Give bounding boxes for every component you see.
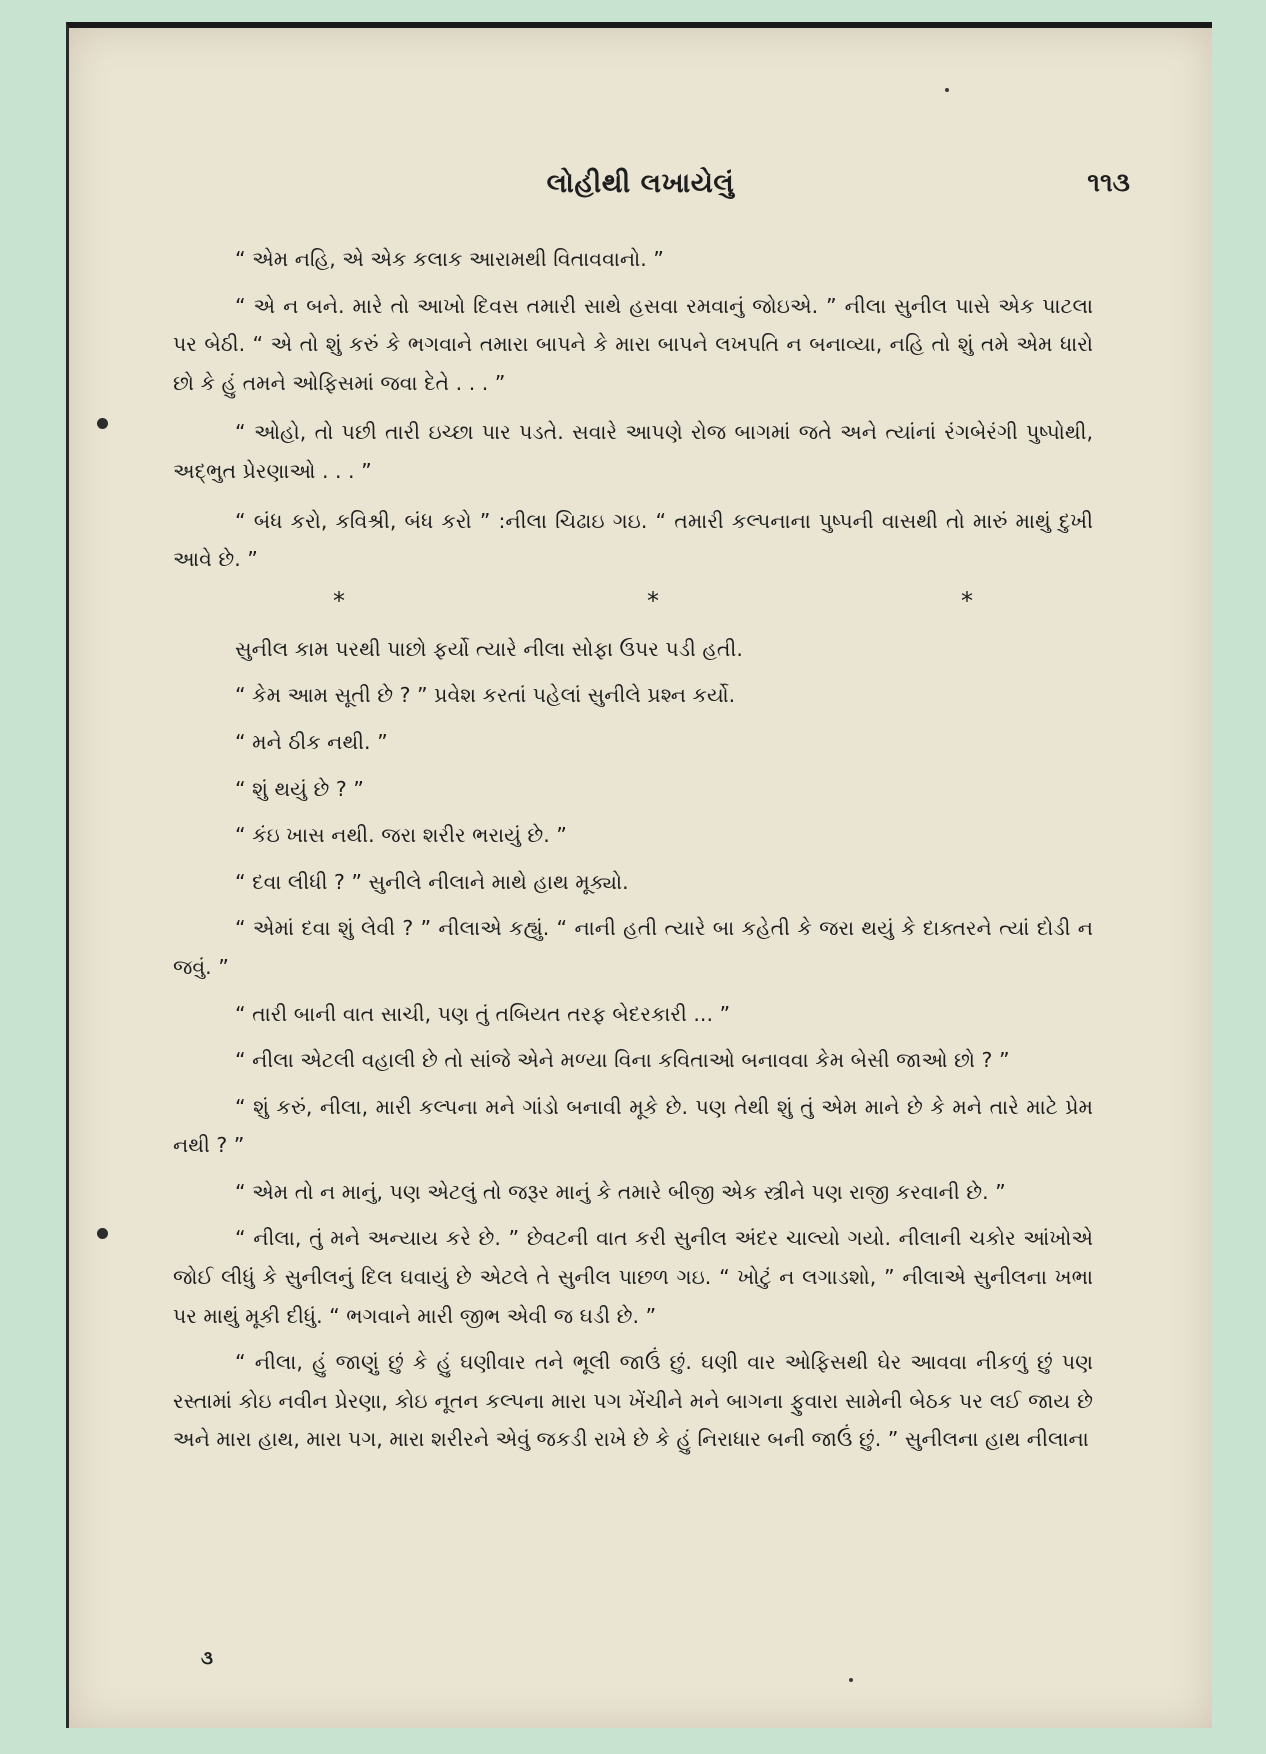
separator-asterisk: * — [647, 586, 659, 615]
paragraph: “ નીલા એટલી વહાલી છે તો સાંજે એને મળ્યા વિના કવિતાઓ બનાવવા કેમ બેસી જાઓ છો ? ” — [235, 1048, 1010, 1073]
paragraph: “ બંધ કરો, કવિશ્રી, બંધ કરો ” :નીલા ચિઢાઇ ગઇ. “ તમારી કલ્પનાના પુષ્પની વાસથી તો મારું માથું દુખી આવે છે. ” — [173, 508, 1093, 572]
binding-hole — [97, 1228, 108, 1239]
paragraph: “ એ ન બને. મારે તો આખો દિવસ તમારી સાથે હસવા રમવાનું જોઇએ. ” નીલા સુનીલ પાસે એક પાટલા પર બેઠી. “ એ તો શું કરું કે ભગવાને તમારા બાપને કે મારા બાપને લખપતિ ન બનાવ્યા, નહિ તો શું તમે એમ ધારો છો કે હું તમને ઓફિસમાં જવા દેતે . . . ” — [173, 293, 1093, 395]
paragraph: “ ઓહો, તો પછી તારી ઇચ્છા પાર પડતે. સવારે આપણે રોજ બાગમાં જતે અને ત્યાંનાં રંગબેરંગી પુષ્પોથી, અદ્ભુત પ્રેરણાઓ . . . ” — [173, 420, 1093, 483]
body-text — [173, 240, 1093, 1467]
page-header — [69, 168, 1212, 218]
paragraph: “ નીલા, તું મને અન્યાય કરે છે. ” છેવટની વાત કરી સુનીલ અંદર ચાલ્યો ગયો. નીલાની ચકોર આંખોએ જોઈ લીધું કે સુનીલનું દિલ ઘવાયું છે એટલે તે સુનીલ પાછળ ગઇ. “ ખોટું ન લગાડશો, ” નીલાએ સુનીલના ખભા પર માથું મૂકી દીધું. “ ભગવાને મારી જીભ એવી જ ઘડી છે. ” — [173, 1226, 1093, 1328]
paragraph: “ કંઇ ખાસ નથી. જરા શરીર ભરાયું છે. ” — [235, 823, 567, 848]
paragraph: “ શું કરું, નીલા, મારી કલ્પના મને ગાંડો બનાવી મૂકે છે. પણ તેથી શું તું એમ માને છે કે મને તારે માટે પ્રેમ નથી ? ” — [173, 1094, 1093, 1158]
paragraph: “ તારી બાની વાત સાચી, પણ તું તબિયત તરફ બેદરકારી ... ” — [235, 1001, 731, 1026]
paragraph: “ મને ઠીક નથી. ” — [235, 729, 388, 754]
paper-speck — [945, 88, 949, 92]
paragraph: “ કેમ આમ સૂતી છે ? ” પ્રવેશ કરતાં પહેલાં સુનીલે પ્રશ્ન કર્યો. — [235, 683, 736, 708]
book-page — [66, 22, 1212, 1728]
signature-mark: ૩ — [201, 1648, 213, 1669]
separator-asterisk: * — [961, 586, 973, 615]
paragraph: “ દવા લીધી ? ” સુનીલે નીલાને માથે હાથ મૂક્યો. — [235, 869, 629, 894]
paragraph: “ એમ નહિ, એ એક કલાક આરામથી વિતાવવાનો. ” — [235, 247, 664, 271]
section-separator — [173, 586, 1093, 616]
paragraph: “ નીલા, હું જાણું છું કે હું ઘણીવાર તને ભૂલી જાઉં છું. ઘણી વાર ઓફિસથી ઘેર આવવા નીકળું છું પણ રસ્તામાં કોઇ નવીન પ્રેરણા, કોઇ નૂતન કલ્પના મારા પગ ખેંચીને મને બાગના ફુવારા સામેની બેઠક પર લઈ જાય છે અને મારા હાથ, મારા પગ, મારા શરીરને એવું જકડી રાખે છે કે હું નિરાધાર બની જાઉં છું. ” સુનીલના હાથ નીલાના — [173, 1350, 1093, 1452]
paragraph: “ એમાં દવા શું લેવી ? ” નીલાએ કહ્યું. “ નાની હતી ત્યારે બા કહેતી કે જરા થયું કે દાક્તરને ત્યાં દોડી ન જવું. ” — [173, 916, 1093, 979]
page-number: ૧૧૩ — [1087, 168, 1130, 198]
paper-speck — [849, 1678, 853, 1682]
running-title: લોહીથી લખાયેલું — [546, 168, 735, 199]
paragraph: સુનીલ કામ પરથી પાછો ફર્યો ત્યારે નીલા સોફા ઉપર પડી હતી. — [235, 636, 743, 661]
separator-asterisk: * — [333, 586, 345, 615]
paragraph: “ શું થયું છે ? ” — [235, 776, 364, 801]
paragraph: “ એમ તો ન માનું, પણ એટલું તો જરૂર માનું કે તમારે બીજી એક સ્ત્રીને પણ રાજી કરવાની છે. ” — [235, 1179, 1006, 1204]
binding-hole — [97, 418, 108, 429]
